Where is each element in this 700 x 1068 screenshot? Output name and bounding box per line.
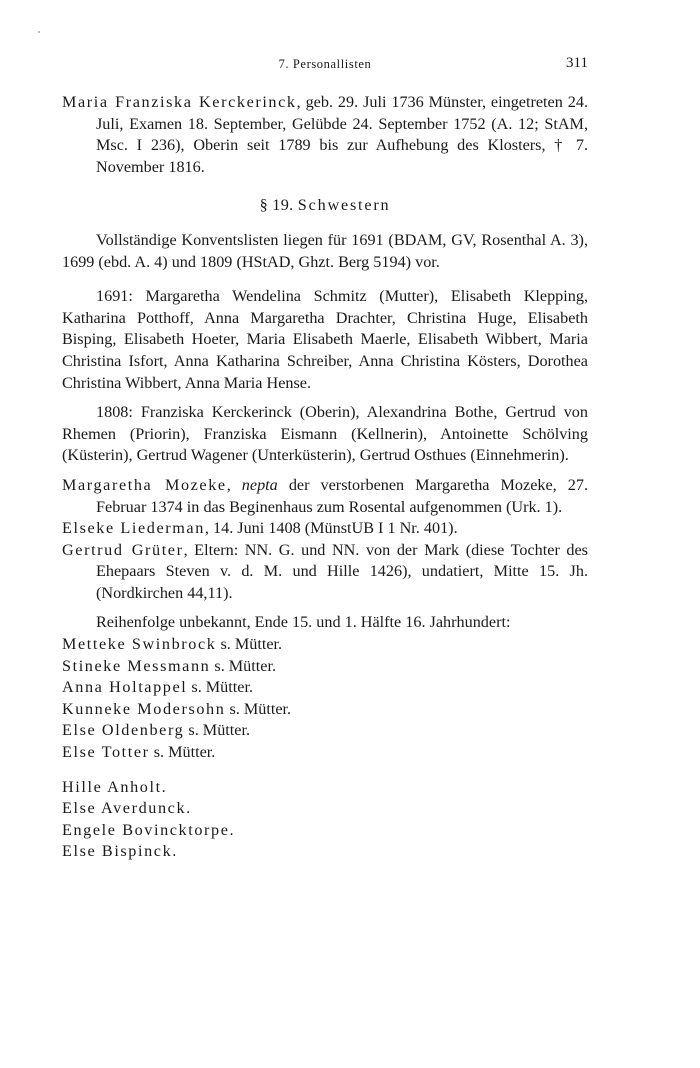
mothers-list [62,634,588,764]
entry-margaretha-mozeke: Margaretha Mozeke, nepta der verstorbenen Margaretha Mozeke, 27. Februar 1374 in das Beginenhaus zum Rosental aufgenommen (Urk. 1). [62,475,588,516]
entry-gertrud-grueter [62,540,588,605]
entry-elseke-liederman [62,518,588,540]
list-item: Anna Holtappel s. Mütter. [62,678,253,697]
latin-term: nepta [241,475,278,494]
person-name: Elseke Liederman [62,519,205,538]
person-name: Anna Holtappel [62,678,188,697]
list-1691-paragraph: 1691: Margaretha Wendelina Schmitz (Mutter), Elisabeth Klepping, Katharina Potthoff, Anna Margaretha Drachter, Christina Huge, Elisabeth Bisping, Elisabeth Hoeter, Maria Elisabeth Maerle, Elisabeth Wibbert, Maria Christina Isfort, Anna Katharina Schreiber, Anna Christina Kösters, Dorothea Christina Wibbert, Anna Maria Hense. [62,287,588,392]
list-item: Else Totter s. Mütter. [62,743,216,762]
page-number: 311 [566,55,588,71]
list-item: Kunneke Modersohn s. Mütter. [62,699,292,718]
intro-paragraph: Vollständige Konventslisten liegen für 1691 (BDAM, GV, Rosenthal A. 3), 1699 (ebd. A. 4) und 1809 (HStAD, Ghzt. Berg 5194) vor. [62,230,588,271]
section-heading [62,195,588,217]
person-name: Maria Franziska Kerckerinck [62,93,297,111]
list-item: Engele Bovincktorpe. [62,820,236,839]
person-name: Gertrud Grüter [62,540,184,559]
running-head [62,54,588,76]
entry-text: , Eltern: NN. G. und NN. von der Mark (diese Tochter des Ehepaars Steven v. d. M. und Hille 1426), undatiert, Mitte 15. Jh. (Nordkirchen 44,11). [96,540,588,602]
list-item: Hille Anholt. [62,777,168,796]
entry-text: , geb. 29. Juli 1736 Münster, eingetreten 24. Juli, Examen 18. September, Gelübde 24. September 1752 (A. 12; StAM, Msc. I 236), Oberin seit 1789 bis zur Aufhebung des Klosters, † 7. November 1816. [96,93,588,176]
list-item: Else Averdunck. [62,799,192,818]
names-list [62,777,588,863]
list-1808-paragraph: 1808: Franziska Kerckerinck (Oberin), Alexandrina Bothe, Gertrud von Rhemen (Priorin), Franziska Eismann (Kellnerin), Antoinette Schölving (Küsterin), Gertrud Wagener (Unterküsterin), Gertrud Osthues (Einnehmerin). [62,403,588,465]
entry-text: , 14. Juni 1408 (MünstUB I 1 Nr. 401). [204,519,458,538]
running-title: 7. Personallisten [278,57,372,71]
person-name: Kunneke Modersohn [62,699,226,718]
section-number: § 19. [259,196,294,215]
person-name: Stineke Messmann [62,656,211,675]
list-item: Stineke Messmann s. Mütter. [62,656,276,675]
person-name: Margaretha Mozeke [62,475,227,494]
list-item: Else Oldenberg s. Mütter. [62,721,251,740]
entry-maria-franziska [62,92,588,178]
person-name: Else Oldenberg [62,721,185,740]
person-name: Metteke Swinbrock [62,635,217,654]
page-content [62,92,588,863]
list-item: Else Bispinck. [62,842,178,861]
person-name: Else Totter [62,743,150,762]
order-note: Reihenfolge unbekannt, Ende 15. und 1. Hälfte 16. Jahrhundert: [96,613,511,632]
section-title: Schwestern [297,196,391,215]
entry-text: der verstorbenen Margaretha Mozeke, 27. Februar 1374 in das Beginenhaus zum Rosental aufgenommen (Urk. 1). [96,475,588,516]
list-item: Metteke Swinbrock s. Mütter. [62,635,283,654]
scan-speck [38,31,40,33]
